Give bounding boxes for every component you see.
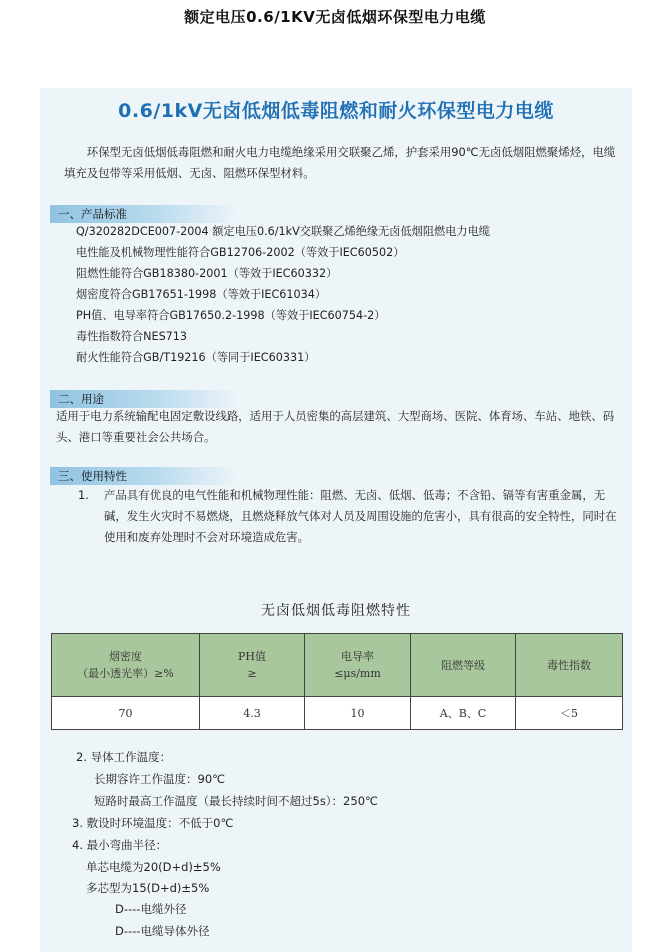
feature-item-number: 1. xyxy=(78,488,89,502)
header-subtext: ≤μs/mm xyxy=(334,667,381,680)
spec-line: 2. 导体工作温度： xyxy=(76,750,172,764)
header-cell-conductivity xyxy=(305,634,411,697)
standard-line: 毒性指数符合NES713 xyxy=(76,330,188,343)
header-subtext: ≥ xyxy=(247,667,257,680)
standard-line: 耐火性能符合GB/T19216（等同于IEC60331） xyxy=(76,351,316,364)
header-text: PH值 xyxy=(238,650,266,663)
spec-line: 长期容许工作温度：90℃ xyxy=(94,772,226,786)
header-text: 阻燃等级 xyxy=(441,658,485,672)
spec-line: 短路时最高工作温度（最长持续时间不超过5s）：250℃ xyxy=(94,794,378,808)
table-cell: A、B、C xyxy=(411,697,516,730)
spec-line: 单芯电缆为20(D+d)±5% xyxy=(86,860,221,874)
spec-line: 多芯型为15(D+d)±5% xyxy=(86,881,210,895)
table-cell: 70 xyxy=(52,697,200,730)
document-title: 0.6/1kV无卤低烟低毒阻燃和耐火环保型电力电缆 xyxy=(118,100,554,122)
usage-paragraph: 适用于电力系统输配电固定敷设线路，适用于人员密集的高层建筑、大型商场、医院、体育场、车站、地铁、码头、港口等重要社会公共场合。 xyxy=(56,409,615,444)
standard-line: 电性能及机械物理性能符合GB12706-2002（等效于IEC60502） xyxy=(76,246,405,259)
header-text: 电导率 xyxy=(341,650,374,663)
intro-paragraph: 环保型无卤低烟低毒阻燃和耐火电力电缆绝缘采用交联聚乙烯，护套采用90℃无卤低烟阻燃聚烯烃，电缆填充及包带等采用低烟、无卤、阻燃环保型材料。 xyxy=(64,145,616,180)
properties-table xyxy=(51,633,623,730)
spec-line: 4. 最小弯曲半径： xyxy=(72,838,168,852)
header-text: 烟密度 xyxy=(109,650,142,663)
header-subtext: （最小透光率）≥% xyxy=(77,667,174,680)
header-cell-smoke-density xyxy=(52,634,200,697)
page-header: 额定电压0.6/1KV无卤低烟环保型电力电缆 xyxy=(184,8,486,26)
spec-line: D----电缆外径 xyxy=(115,902,187,916)
section-heading-standards: 一、产品标准 xyxy=(58,207,127,221)
table-cell: ＜5 xyxy=(516,697,623,730)
header-cell-flame-class xyxy=(411,634,516,697)
standard-line: Q/320282DCE007-2004 额定电压0.6/1kV交联聚乙烯绝缘无卤低烟阻燃电力电缆 xyxy=(76,225,490,238)
table-cell: 10 xyxy=(305,697,411,730)
spec-line: 3. 敷设时环境温度：不低于0℃ xyxy=(72,816,234,830)
header-text: 毒性指数 xyxy=(547,658,591,672)
table-title: 无卤低烟低毒阻燃特性 xyxy=(261,603,411,619)
table-cell: 4.3 xyxy=(200,697,305,730)
feature-item-text: 产品具有优良的电气性能和机械物理性能：阻燃、无卤、低烟、低毒；不含铅、镉等有害重金属，无碱，发生火灾时不易燃烧，且燃烧释放气体对人员及周围设施的危害小，具有很高的安全特性，同时在使用和废弃处理时不会对环境造成危害。 xyxy=(104,488,617,544)
standard-line: 阻燃性能符合GB18380-2001（等效于IEC60332） xyxy=(76,267,338,280)
header-cell-toxicity xyxy=(516,634,623,697)
section-heading-features: 三、使用特性 xyxy=(58,469,127,483)
standard-line: PH值、电导率符合GB17650.2-1998（等效于IEC60754-2） xyxy=(76,309,386,322)
section-heading-usage: 二、用途 xyxy=(58,392,104,406)
header-cell-ph xyxy=(200,634,305,697)
spec-line: D----电缆导体外径 xyxy=(115,924,210,938)
table-header-row xyxy=(52,634,623,697)
table-row xyxy=(52,697,623,730)
standard-line: 烟密度符合GB17651-1998（等效于IEC61034） xyxy=(76,288,327,301)
